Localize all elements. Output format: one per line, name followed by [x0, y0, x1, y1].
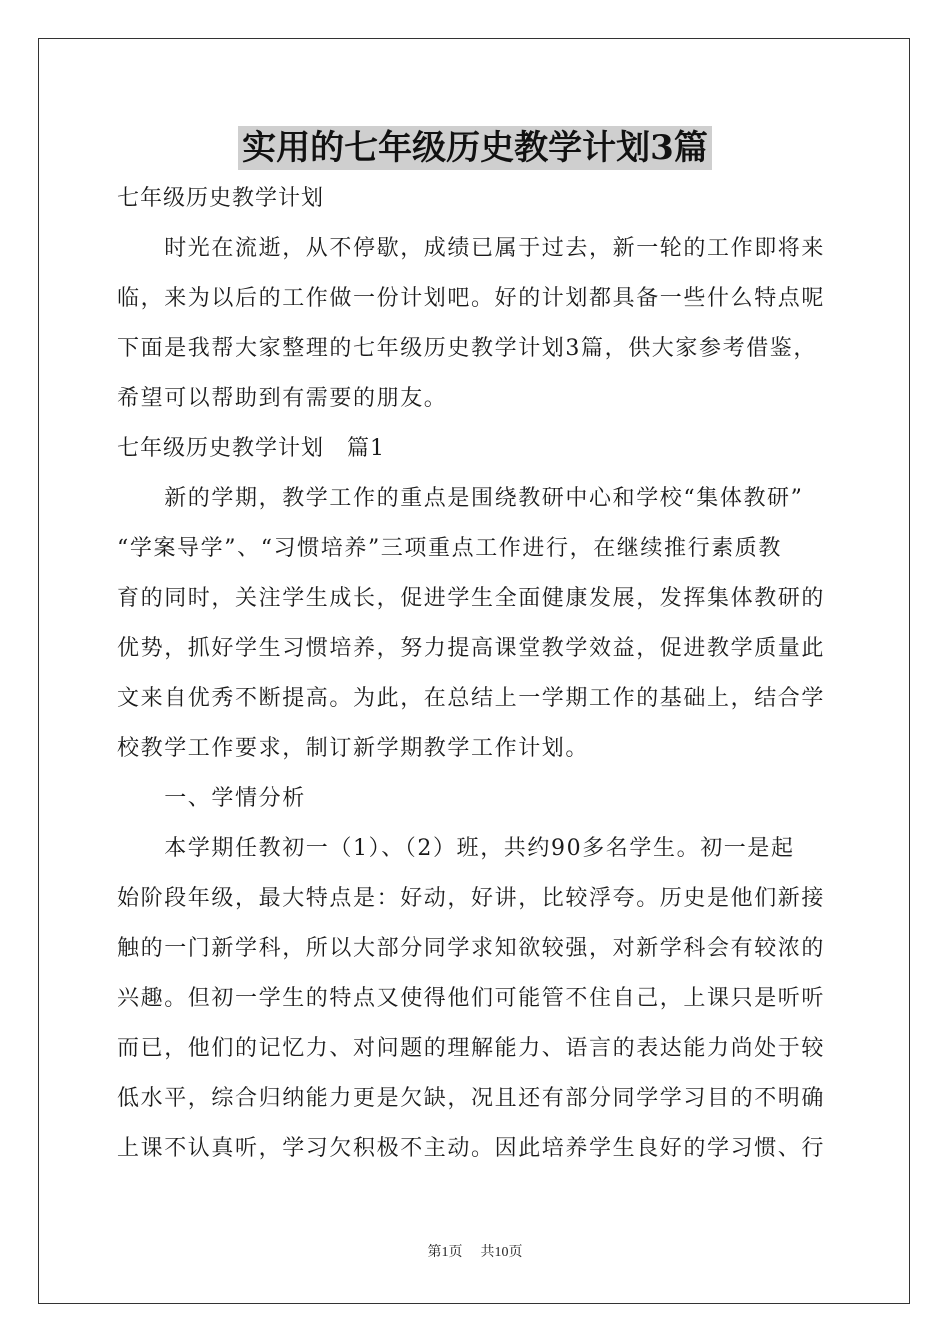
paragraph-line: 本学期任教初一（1）、（2）班，共约90多名学生。初一是起: [117, 836, 795, 861]
paragraph-line: 触的一门新学科，所以大部分同学求知欲较强，对新学科会有较浓的: [117, 936, 826, 961]
page-number: 第1页: [427, 1245, 463, 1260]
paragraph-line: “学案导学”、“习惯培养”三项重点工作进行，在继续推行素质教: [117, 536, 782, 561]
subsection-heading: 一、学情分析: [117, 786, 306, 811]
paragraph-line: 希望可以帮助到有需要的朋友。: [117, 386, 448, 411]
page-total: 共10页: [480, 1245, 523, 1260]
paragraph-line: 时光在流逝，从不停歇，成绩已属于过去，新一轮的工作即将来: [117, 236, 826, 261]
paragraph-line: 兴趣。但初一学生的特点又使得他们可能管不住自己，上课只是听听: [117, 986, 826, 1011]
paragraph-line: 育的同时，关注学生成长，促进学生全面健康发展，发挥集体教研的: [117, 586, 826, 611]
paragraph-line: 校教学工作要求，制订新学期教学工作计划。: [117, 736, 590, 761]
paragraph-line: 始阶段年级，最大特点是：好动，好讲，比较浮夸。历史是他们新接: [117, 886, 826, 911]
paragraph-line: 而已，他们的记忆力、对问题的理解能力、语言的表达能力尚处于较: [117, 1036, 826, 1061]
paragraph-line: 低水平，综合归纳能力更是欠缺，况且还有部分同学学习目的不明确: [117, 1086, 826, 1111]
paragraph-line: 临，来为以后的工作做一份计划吧。好的计划都具备一些什么特点呢: [117, 286, 826, 311]
document-title: 实用的七年级历史教学计划3篇: [238, 126, 712, 170]
page-footer: [0, 1244, 950, 1262]
paragraph-line: 文来自优秀不断提高。为此，在总结上一学期工作的基础上，结合学: [117, 686, 826, 711]
title-container: [0, 126, 950, 170]
section-heading: 七年级历史教学计划: [117, 186, 325, 211]
page-border: [38, 38, 910, 1304]
paragraph-line: 优势，抓好学生习惯培养，努力提高课堂教学效益，促进教学质量此: [117, 636, 826, 661]
paragraph-line: 下面是我帮大家整理的七年级历史教学计划3篇，供大家参考借鉴，: [117, 336, 817, 361]
paragraph-line: 上课不认真听，学习欠积极不主动。因此培养学生良好的学习惯、行: [117, 1136, 826, 1161]
paragraph-line: 新的学期，教学工作的重点是围绕教研中心和学校“集体教研”: [117, 486, 804, 511]
section-heading: 七年级历史教学计划 篇1: [117, 436, 385, 461]
